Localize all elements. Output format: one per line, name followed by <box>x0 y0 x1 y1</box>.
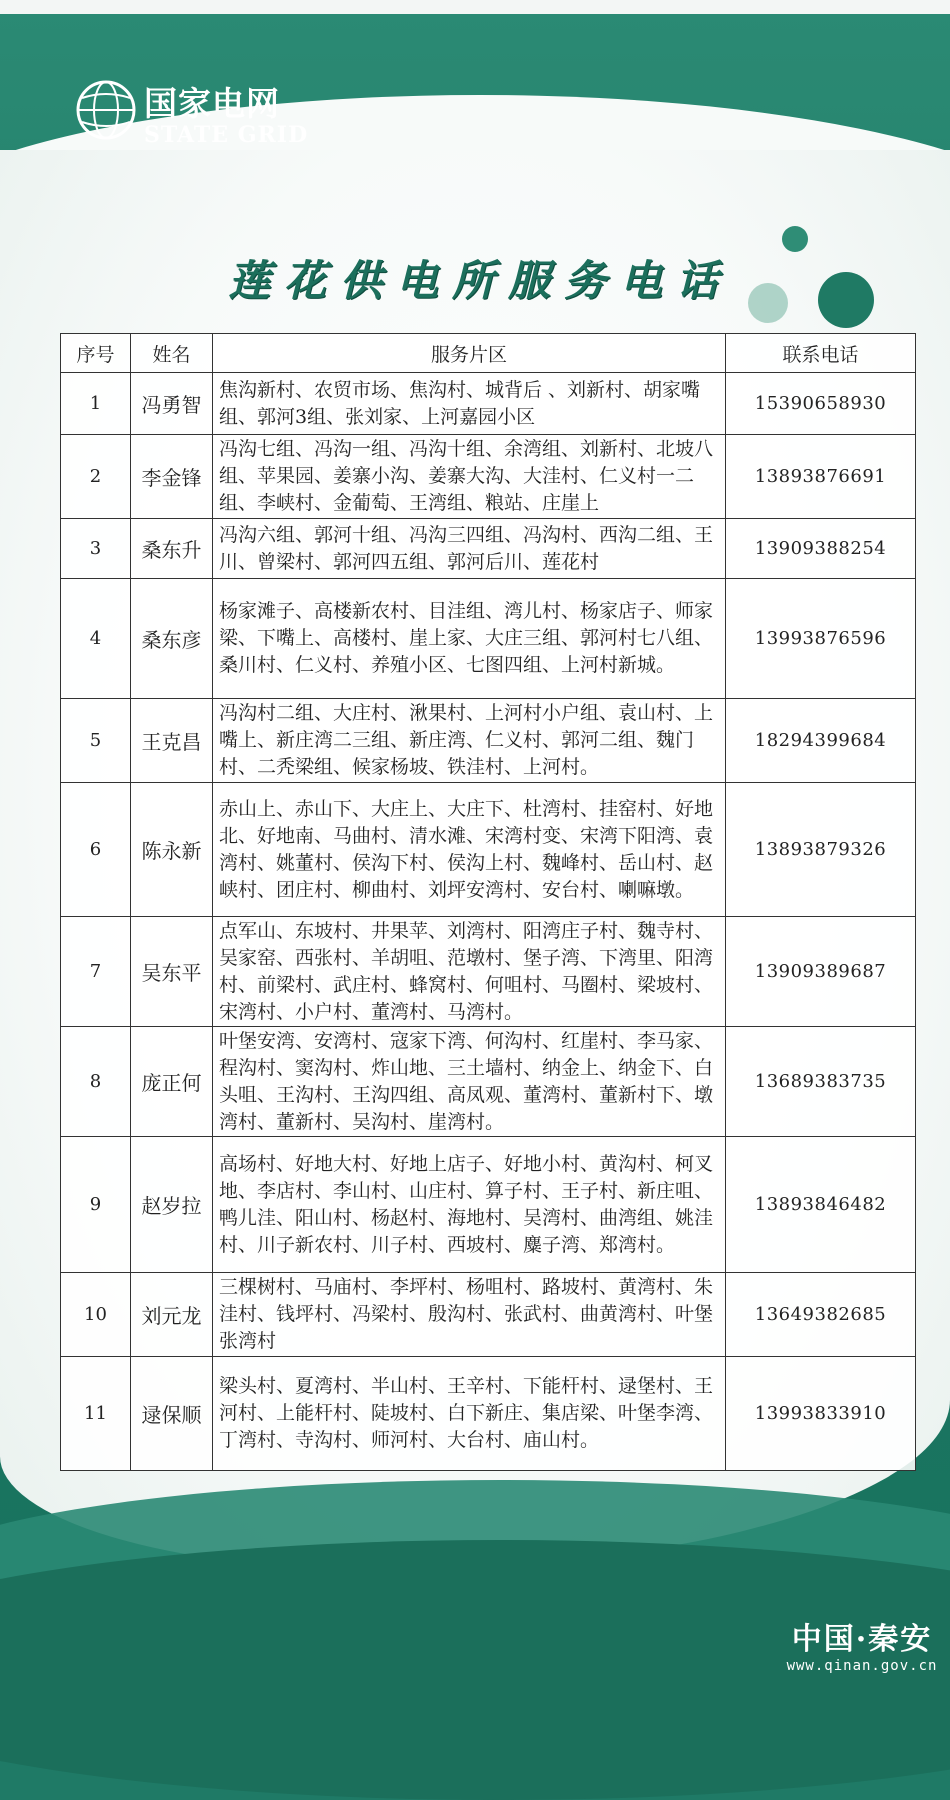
cell-phone: 13893876691 <box>726 435 916 519</box>
decor-dot-medium <box>748 283 788 323</box>
table-header-row <box>61 334 916 373</box>
state-grid-globe-icon <box>74 78 138 142</box>
cell-no: 4 <box>61 579 131 699</box>
cell-area: 冯沟六组、郭河十组、冯沟三四组、冯沟村、西沟二组、王川、曾梁村、郭河四五组、郭河后川、莲花村 <box>213 519 726 579</box>
cell-no: 1 <box>61 373 131 435</box>
cell-area: 赤山上、赤山下、大庄上、大庄下、杜湾村、挂窑村、好地北、好地南、马曲村、清水滩、宋湾村变、宋湾下阳湾、袁湾村、姚董村、侯沟下村、侯沟上村、魏峰村、岳山村、赵峡村、团庄村、柳曲村、刘坪安湾村、安台村、喇嘛墩。 <box>213 783 726 917</box>
cell-name: 赵岁拉 <box>131 1137 213 1273</box>
cell-area: 冯沟村二组、大庄村、湫果村、上河村小户组、袁山村、上嘴上、新庄湾二三组、新庄湾、仁义村、郭河二组、魏门村、二秃梁组、候家杨坡、铁洼村、上河村。 <box>213 699 726 783</box>
cell-area: 高场村、好地大村、好地上店子、好地小村、黄沟村、柯叉地、李店村、李山村、山庄村、算子村、王子村、新庄咀、鸭儿洼、阳山村、杨赵村、海地村、吴湾村、曲湾组、姚洼村、川子新农村、川子村、西坡村、麋子湾、郑湾村。 <box>213 1137 726 1273</box>
cell-no: 2 <box>61 435 131 519</box>
cell-area: 点军山、东坡村、井果苹、刘湾村、阳湾庄子村、魏寺村、吴家窑、西张村、羊胡咀、范墩村、堡子湾、下湾里、阳湾村、前梁村、武庄村、蜂窝村、何咀村、马圈村、梁坡村、宋湾村、小户村、董湾村、马湾村。 <box>213 917 726 1027</box>
top-strip <box>0 0 950 14</box>
table-row <box>61 699 916 783</box>
cell-name: 冯勇智 <box>131 373 213 435</box>
table-row <box>61 579 916 699</box>
table-row <box>61 917 916 1027</box>
table-row <box>61 783 916 917</box>
watermark-url: www.qinan.gov.cn <box>786 1658 938 1674</box>
table-row <box>61 373 916 435</box>
decor-dot-large <box>818 272 874 328</box>
cell-phone: 13909388254 <box>726 519 916 579</box>
cell-phone: 13649382685 <box>726 1273 916 1357</box>
cell-phone: 13893879326 <box>726 783 916 917</box>
cell-phone: 13689383735 <box>726 1027 916 1137</box>
cell-name: 庞正何 <box>131 1027 213 1137</box>
cell-area: 三棵树村、马庙村、李坪村、杨咀村、路坡村、黄湾村、朱洼村、钱坪村、冯梁村、殷沟村、张武村、曲黄湾村、叶堡张湾村 <box>213 1273 726 1357</box>
logo-text-en: STATE GRID <box>144 122 309 148</box>
cell-name: 刘元龙 <box>131 1273 213 1357</box>
cell-name: 陈永新 <box>131 783 213 917</box>
table-row <box>61 1137 916 1273</box>
cell-name: 桑东升 <box>131 519 213 579</box>
table-row <box>61 435 916 519</box>
table-row <box>61 1357 916 1471</box>
header-phone: 联系电话 <box>726 334 916 373</box>
cell-name: 王克昌 <box>131 699 213 783</box>
cell-phone: 18294399684 <box>726 699 916 783</box>
site-watermark <box>782 1614 942 1674</box>
cell-name: 吴东平 <box>131 917 213 1027</box>
watermark-cn: 中国·秦安 <box>791 1622 933 1657</box>
cell-name: 逯保顺 <box>131 1357 213 1471</box>
cell-area: 焦沟新村、农贸市场、焦沟村、城背后 、刘新村、胡家嘴组、郭河3组、张刘家、上河嘉园小区 <box>213 373 726 435</box>
cell-area: 叶堡安湾、安湾村、寇家下湾、何沟村、红崖村、李马家、程沟村、窦沟村、炸山地、三土墙村、纳金上、纳金下、白头咀、王沟村、王沟四组、高凤观、董湾村、董新村下、墩湾村、董新村、吴沟村、崖湾村。 <box>213 1027 726 1137</box>
cell-phone: 13893846482 <box>726 1137 916 1273</box>
logo-text-cn: 国家电网 <box>144 84 280 123</box>
page-title: 莲花供电所服务电话 <box>227 256 732 305</box>
service-table <box>60 333 916 1471</box>
state-grid-logo <box>74 74 374 164</box>
header-name: 姓名 <box>131 334 213 373</box>
cell-no: 9 <box>61 1137 131 1273</box>
cell-area: 冯沟七组、冯沟一组、冯沟十组、余湾组、刘新村、北坡八组、苹果园、姜寨小沟、姜寨大沟、大洼村、仁义村一二组、李峡村、金葡萄、王湾组、粮站、庄崖上 <box>213 435 726 519</box>
cell-phone: 15390658930 <box>726 373 916 435</box>
table-row <box>61 1273 916 1357</box>
decor-dot-small <box>782 226 808 252</box>
cell-phone: 13993876596 <box>726 579 916 699</box>
header-no: 序号 <box>61 334 131 373</box>
table-row <box>61 519 916 579</box>
cell-name: 李金锋 <box>131 435 213 519</box>
cell-phone: 13993833910 <box>726 1357 916 1471</box>
cell-no: 5 <box>61 699 131 783</box>
cell-phone: 13909389687 <box>726 917 916 1027</box>
header-area: 服务片区 <box>213 334 726 373</box>
cell-no: 8 <box>61 1027 131 1137</box>
cell-no: 7 <box>61 917 131 1027</box>
cell-no: 6 <box>61 783 131 917</box>
cell-no: 10 <box>61 1273 131 1357</box>
cell-name: 桑东彦 <box>131 579 213 699</box>
cell-area: 杨家滩子、高楼新农村、目洼组、湾儿村、杨家店子、师家梁、下嘴上、高楼村、崖上家、大庄三组、郭河村七八组、桑川村、仁义村、养殖小区、七图四组、上河村新城。 <box>213 579 726 699</box>
cell-area: 梁头村、夏湾村、半山村、王辛村、下能杆村、逯堡村、王河村、上能杆村、陡坡村、白下新庄、集店梁、叶堡李湾、丁湾村、寺沟村、师河村、大台村、庙山村。 <box>213 1357 726 1471</box>
table-row <box>61 1027 916 1137</box>
cell-no: 3 <box>61 519 131 579</box>
cell-no: 11 <box>61 1357 131 1471</box>
